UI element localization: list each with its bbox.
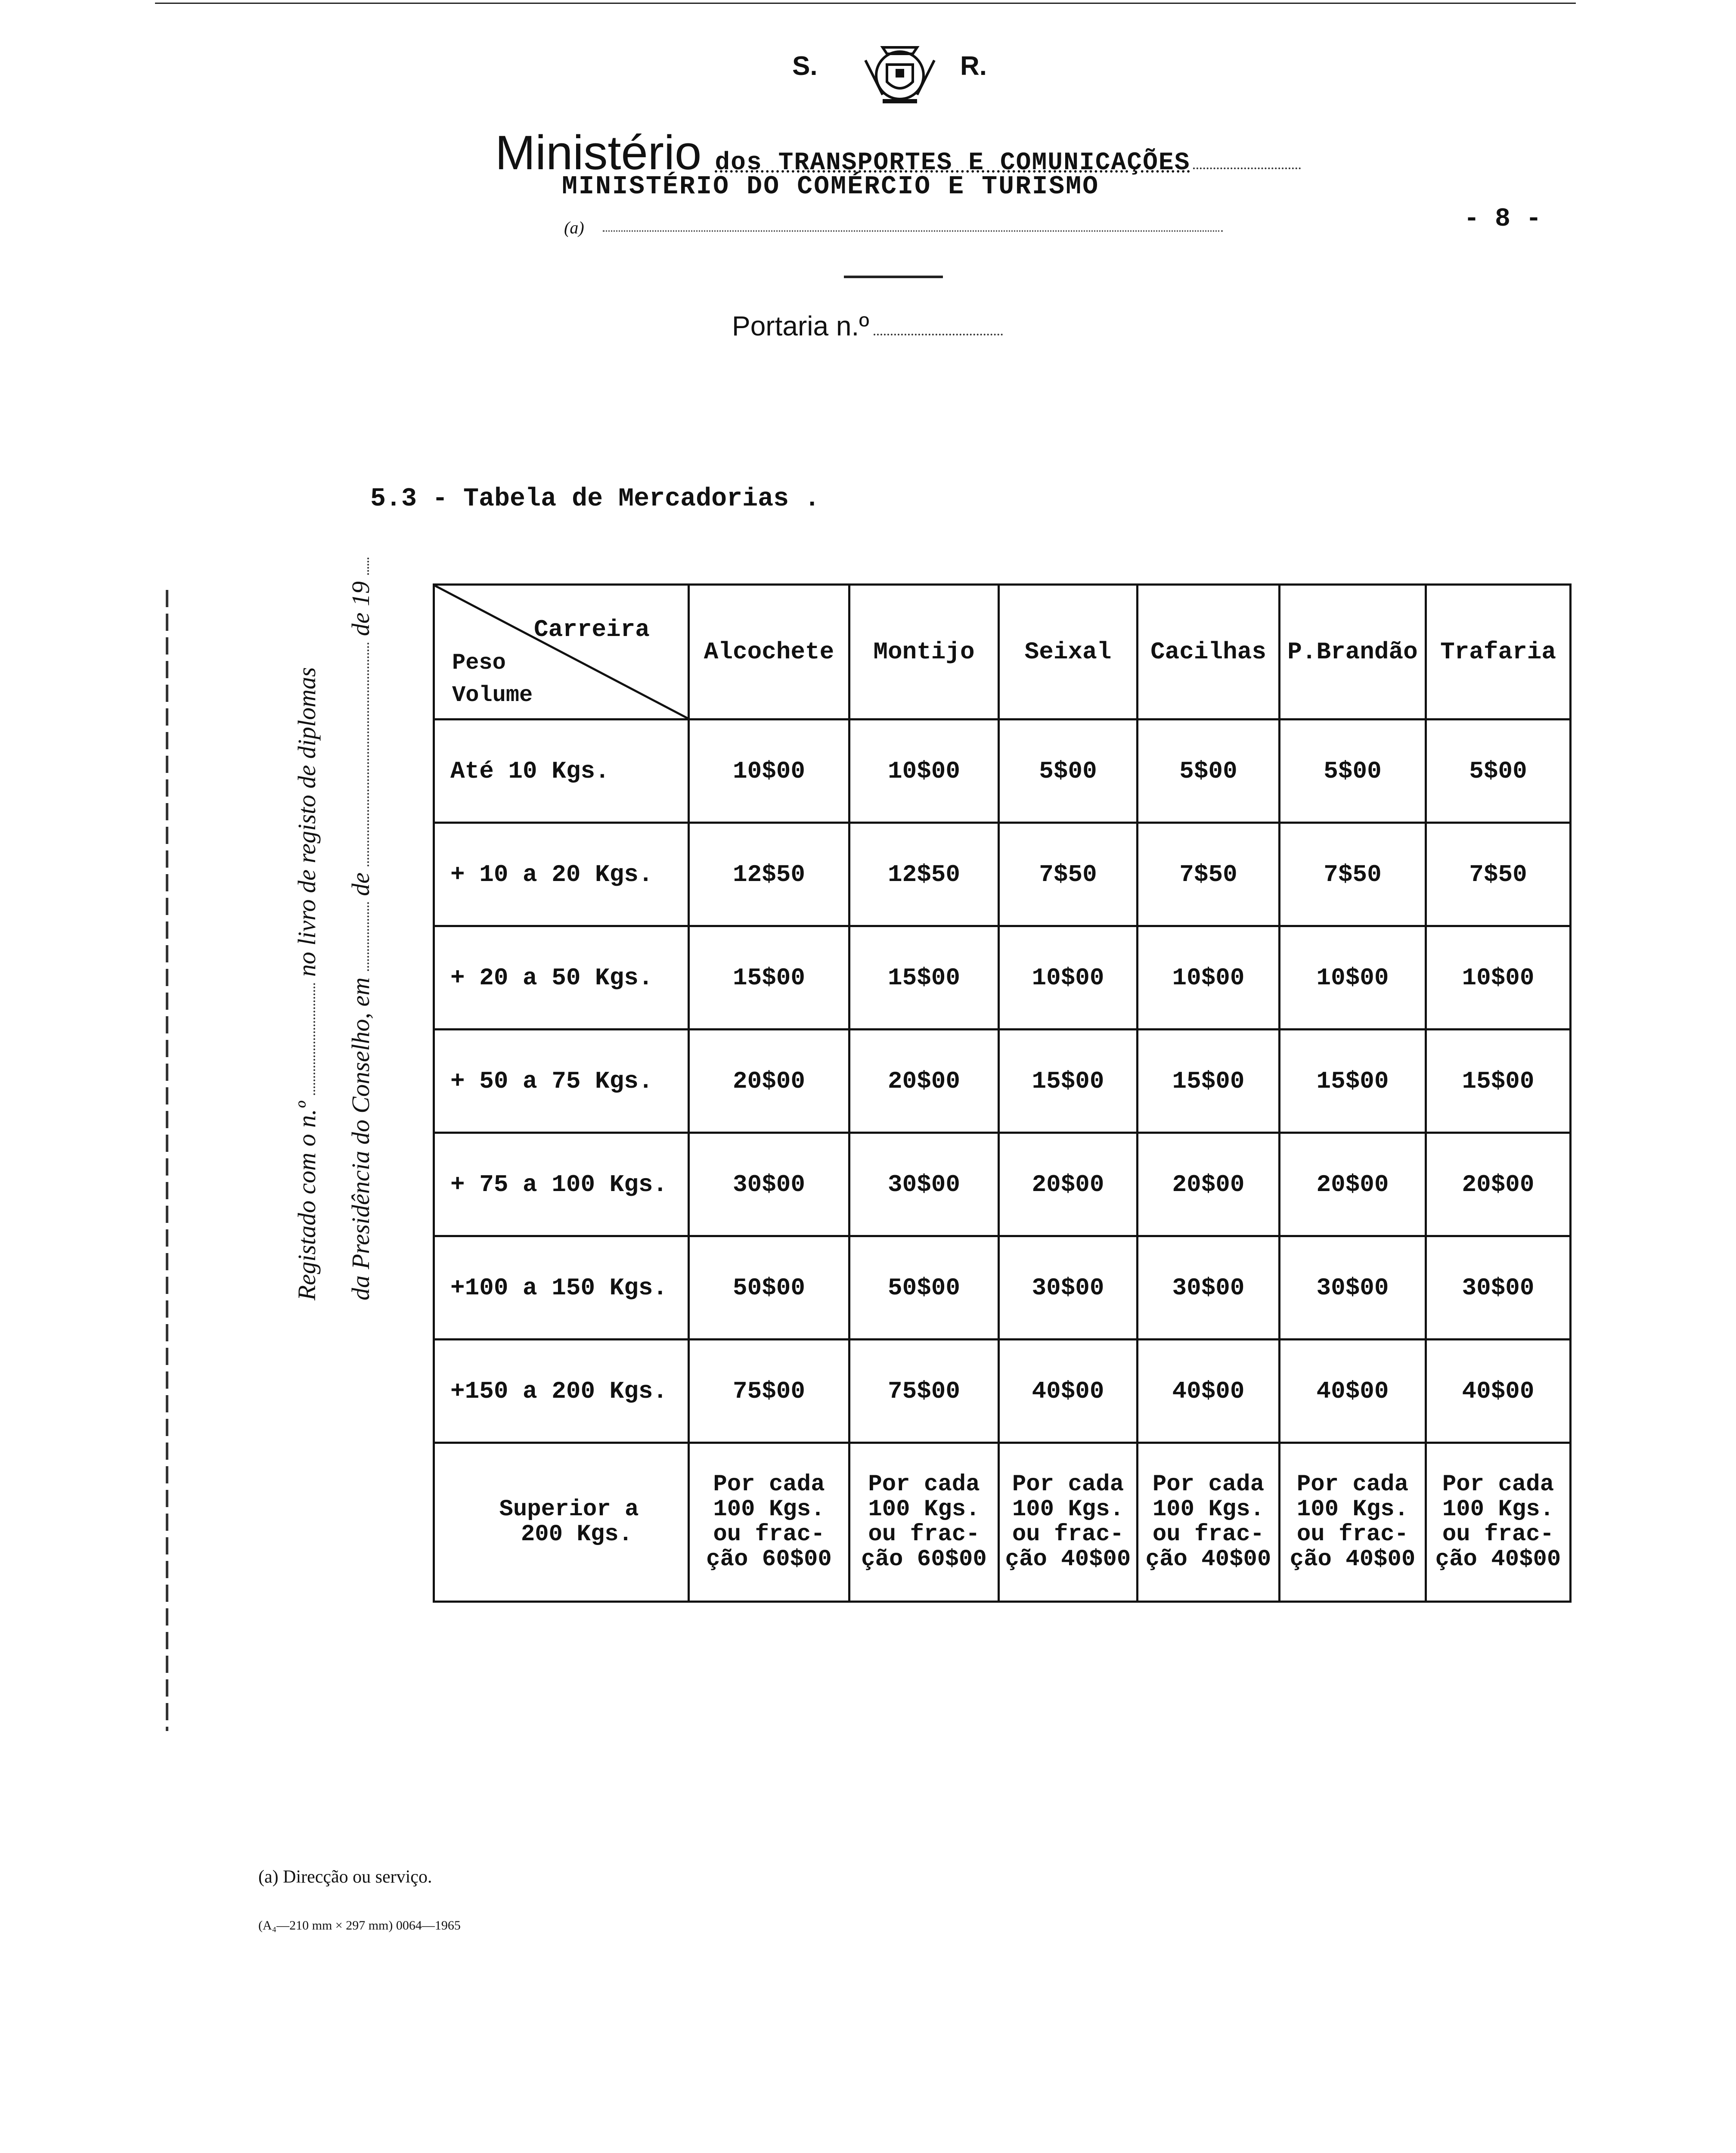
registration-line-2	[334, 558, 388, 1300]
price-cell: 10$00	[689, 720, 849, 823]
direction-label: (a)	[564, 218, 584, 237]
header-separator	[844, 276, 943, 278]
price-cell: 30$00	[1280, 1236, 1426, 1340]
header-peso: Peso	[452, 650, 506, 676]
form-number: (A₄—210 mm × 297 mm) 0064—1965	[258, 1918, 461, 1933]
rate-note-line: ou frac-	[1442, 1521, 1554, 1548]
portaria-line	[732, 310, 1003, 342]
table-row	[434, 720, 1571, 823]
header-carreira: Carreira	[534, 616, 650, 643]
rate-note-line: 100 Kgs.	[713, 1496, 825, 1523]
rate-note-line: Por cada	[1296, 1471, 1409, 1498]
column-header-trafaria: Trafaria	[1426, 585, 1571, 720]
rate-note-cell	[1426, 1443, 1571, 1602]
column-header-alcochete: Alcochete	[689, 585, 849, 720]
registration-year-field	[367, 558, 369, 575]
price-cell: 30$00	[849, 1133, 999, 1236]
table-row	[434, 1340, 1571, 1443]
rate-note-line: ção 60$00	[861, 1546, 987, 1573]
header-s-letter: S.	[792, 51, 818, 81]
price-cell: 30$00	[1426, 1236, 1571, 1340]
price-cell: 12$50	[689, 823, 849, 926]
rate-note-line: 100 Kgs.	[1296, 1496, 1409, 1523]
rate-note-line: ção 60$00	[706, 1546, 832, 1573]
price-cell: 15$00	[849, 926, 999, 1030]
price-cell: 20$00	[999, 1133, 1138, 1236]
rate-note-line: Por cada	[1012, 1471, 1124, 1498]
table-header-row	[434, 585, 1571, 720]
price-cell: 10$00	[999, 926, 1138, 1030]
price-cell: 20$00	[849, 1030, 999, 1133]
portaria-label: Portaria n.º	[732, 310, 869, 341]
table-row	[434, 1133, 1571, 1236]
rate-note-line: 100 Kgs.	[868, 1496, 980, 1523]
price-cell: 7$50	[1426, 823, 1571, 926]
row-label: +150 a 200 Kgs.	[434, 1340, 689, 1443]
direction-dotted-line	[603, 230, 1223, 232]
registration-de-label: de	[347, 872, 375, 896]
rate-note-line: 100 Kgs.	[1442, 1496, 1554, 1523]
row-label-line: Superior a	[499, 1496, 639, 1523]
price-cell: 50$00	[689, 1236, 849, 1340]
row-label-superior	[434, 1443, 689, 1602]
price-cell: 40$00	[1280, 1340, 1426, 1443]
row-label: + 50 a 75 Kgs.	[434, 1030, 689, 1133]
rate-note-line: ção 40$00	[1435, 1546, 1561, 1573]
price-cell: 15$00	[1426, 1030, 1571, 1133]
row-label: + 20 a 50 Kgs.	[434, 926, 689, 1030]
footnote: (a) Direcção ou serviço.	[258, 1867, 432, 1887]
registration-year-label: de 19	[347, 581, 375, 636]
price-cell: 15$00	[1138, 1030, 1280, 1133]
price-cell: 30$00	[999, 1236, 1138, 1340]
table-row	[434, 926, 1571, 1030]
price-cell: 7$50	[999, 823, 1138, 926]
table-row-superior	[434, 1443, 1571, 1602]
price-cell: 75$00	[689, 1340, 849, 1443]
price-cell: 10$00	[849, 720, 999, 823]
price-cell: 10$00	[1138, 926, 1280, 1030]
row-label: + 10 a 20 Kgs.	[434, 823, 689, 926]
price-cell: 30$00	[689, 1133, 849, 1236]
rate-note-line: ou frac-	[713, 1521, 825, 1548]
price-cell: 40$00	[1426, 1340, 1571, 1443]
registration-line-1	[280, 558, 334, 1300]
price-cell: 30$00	[1138, 1236, 1280, 1340]
price-cell: 7$50	[1138, 823, 1280, 926]
price-cell: 15$00	[999, 1030, 1138, 1133]
price-cell: 50$00	[849, 1236, 999, 1340]
price-cell: 20$00	[689, 1030, 849, 1133]
price-cell: 20$00	[1426, 1133, 1571, 1236]
registration-number-label: Registado com o n.º	[293, 1101, 321, 1300]
row-label: + 75 a 100 Kgs.	[434, 1133, 689, 1236]
rate-note-cell	[999, 1443, 1138, 1602]
rate-note-line: ou frac-	[1152, 1521, 1265, 1548]
rate-note-line: Por cada	[713, 1471, 825, 1498]
coat-of-arms-emblem	[857, 34, 943, 112]
rate-note-line: ou frac-	[1296, 1521, 1409, 1548]
rate-note-line: 100 Kgs.	[1152, 1496, 1265, 1523]
column-header-p-brandao: P.Brandão	[1280, 585, 1426, 720]
column-header-seixal: Seixal	[999, 585, 1138, 720]
column-header-montijo: Montijo	[849, 585, 999, 720]
table-row	[434, 823, 1571, 926]
section-title: 5.3 - Tabela de Mercadorias .	[370, 484, 820, 514]
rate-note-cell	[1280, 1443, 1426, 1602]
price-cell: 15$00	[1280, 1030, 1426, 1133]
tariff-table	[433, 583, 1572, 1603]
rate-note-line: 100 Kgs.	[1012, 1496, 1124, 1523]
price-cell: 5$00	[999, 720, 1138, 823]
rate-note-line: ção 40$00	[1145, 1546, 1271, 1573]
row-label-line: 200 Kgs.	[521, 1521, 633, 1548]
price-cell: 10$00	[1426, 926, 1571, 1030]
portaria-dotted-field	[874, 334, 1003, 335]
price-cell: 5$00	[1426, 720, 1571, 823]
rate-note-line: Por cada	[1442, 1471, 1554, 1498]
registration-date-label: da Presidência do Conselho, em	[347, 977, 375, 1300]
registration-month-field	[367, 642, 369, 866]
header-corner-cell	[434, 585, 689, 720]
rate-note-cell	[1138, 1443, 1280, 1602]
price-cell: 40$00	[999, 1340, 1138, 1443]
rate-note-line: ção 40$00	[1290, 1546, 1416, 1573]
top-rule	[155, 3, 1576, 4]
row-label: Até 10 Kgs.	[434, 720, 689, 823]
price-cell: 12$50	[849, 823, 999, 926]
column-header-cacilhas: Cacilhas	[1138, 585, 1280, 720]
header-r-letter: R.	[960, 51, 987, 81]
price-cell: 5$00	[1138, 720, 1280, 823]
rate-note-cell	[689, 1443, 849, 1602]
price-cell: 5$00	[1280, 720, 1426, 823]
table-row	[434, 1236, 1571, 1340]
rate-note-line: ou frac-	[1012, 1521, 1124, 1548]
margin-binding-line	[166, 590, 168, 1731]
rate-note-line: Por cada	[868, 1471, 980, 1498]
header-volume: Volume	[452, 683, 533, 708]
price-cell: 15$00	[689, 926, 849, 1030]
registration-book-label: no livro de registo de diplomas	[293, 667, 321, 977]
registration-number-field	[313, 983, 315, 1095]
department-dotted-line	[1193, 168, 1301, 169]
price-cell: 20$00	[1280, 1133, 1426, 1236]
price-cell: 75$00	[849, 1340, 999, 1443]
price-cell: 7$50	[1280, 823, 1426, 926]
rate-note-cell	[849, 1443, 999, 1602]
ministerio-word: Ministério	[495, 126, 702, 180]
price-cell: 10$00	[1280, 926, 1426, 1030]
row-label: +100 a 150 Kgs.	[434, 1236, 689, 1340]
rate-note-line: Por cada	[1152, 1471, 1265, 1498]
rate-note-line: ção 40$00	[1005, 1546, 1131, 1573]
registration-margin-text	[280, 558, 388, 1300]
page-number: - 8 -	[1464, 205, 1542, 234]
department-name: dos TRANSPORTES E COMUNICAÇÕES	[715, 149, 1190, 177]
ministry-typed-name: MINISTÉRIO DO COMÉRCIO E TURISMO	[562, 172, 1100, 202]
price-cell: 20$00	[1138, 1133, 1280, 1236]
registration-day-field	[367, 902, 369, 971]
rate-note-line: ou frac-	[868, 1521, 980, 1548]
table-row	[434, 1030, 1571, 1133]
price-cell: 40$00	[1138, 1340, 1280, 1443]
